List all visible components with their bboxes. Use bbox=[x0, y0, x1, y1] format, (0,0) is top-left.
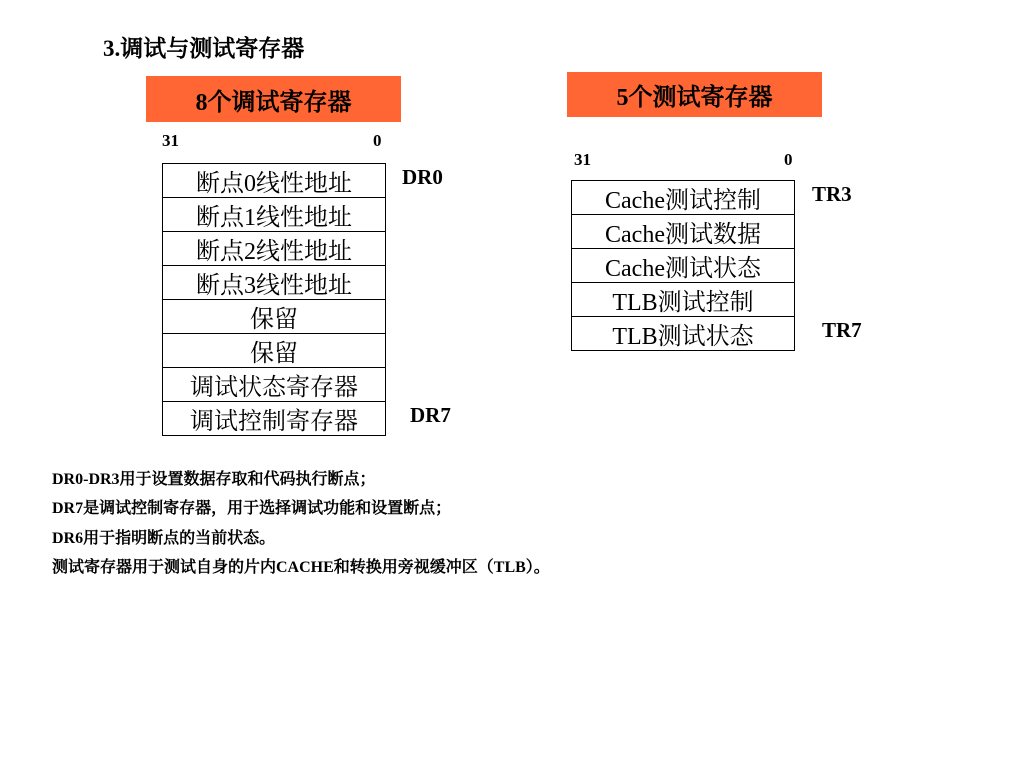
note-dr0-dr3: DR0-DR3用于设置数据存取和代码执行断点； bbox=[52, 471, 376, 488]
debug-register-row: 断点3线性地址 bbox=[163, 266, 385, 300]
tr3-label: TR3 bbox=[812, 182, 852, 206]
test-register-row: TLB测试状态 bbox=[572, 317, 794, 351]
debug-bit-high-label: 31 bbox=[162, 131, 179, 150]
test-register-row: Cache测试状态 bbox=[572, 249, 794, 283]
test-bit-high-label: 31 bbox=[574, 150, 591, 169]
debug-register-table bbox=[162, 163, 386, 436]
test-registers-banner: 5个测试寄存器 bbox=[567, 72, 822, 117]
note-dr7: DR7是调试控制寄存器，用于选择调试功能和设置断点； bbox=[52, 500, 452, 517]
debug-register-row: 调试状态寄存器 bbox=[163, 368, 385, 402]
test-register-table bbox=[571, 180, 795, 351]
test-bit-low-label: 0 bbox=[784, 150, 793, 169]
note-dr6: DR6用于指明断点的当前状态。 bbox=[52, 530, 276, 547]
test-register-row: TLB测试控制 bbox=[572, 283, 794, 317]
test-register-row: Cache测试控制 bbox=[572, 181, 794, 215]
debug-register-row: 断点2线性地址 bbox=[163, 232, 385, 266]
debug-bit-low-label: 0 bbox=[373, 131, 382, 150]
debug-register-row: 断点1线性地址 bbox=[163, 198, 385, 232]
debug-register-row: 保留 bbox=[163, 334, 385, 368]
debug-register-row: 断点0线性地址 bbox=[163, 164, 385, 198]
dr0-label: DR0 bbox=[402, 165, 443, 189]
page-title: 3.调试与测试寄存器 bbox=[103, 36, 305, 61]
tr7-label: TR7 bbox=[822, 318, 862, 342]
dr7-label: DR7 bbox=[410, 403, 451, 427]
test-register-row: Cache测试数据 bbox=[572, 215, 794, 249]
debug-register-row: 调试控制寄存器 bbox=[163, 402, 385, 436]
debug-registers-banner: 8个调试寄存器 bbox=[146, 76, 401, 122]
note-test-registers: 测试寄存器用于测试自身的片内CACHE和转换用旁视缓冲区（TLB）。 bbox=[52, 559, 550, 576]
debug-register-row: 保留 bbox=[163, 300, 385, 334]
